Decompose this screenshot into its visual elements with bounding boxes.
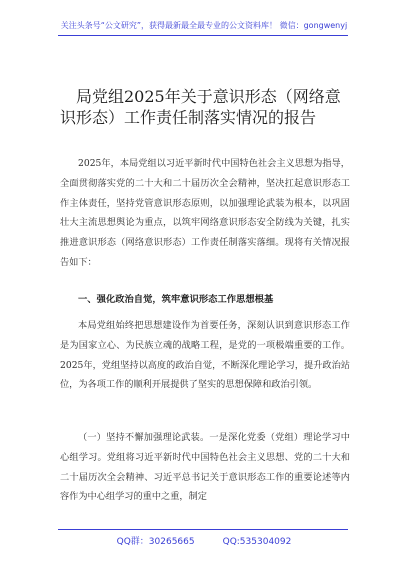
document-title: 局党组2025年关于意识形态（网络意识形态）工作责任制落实情况的报告: [60, 87, 341, 127]
footer-divider: [58, 529, 348, 530]
header-divider: [58, 35, 348, 36]
intro-paragraph: 2025年，本局党组以习近平新时代中国特色社会主义思想为指导，全面贯彻落实党的二十大和二十届历次全会精神，坚决扛起意识形态工作主体责任，坚持党管意识形态原则，以加强理论武装为根本，以巩固壮大主流思想舆论为重点，以筑牢网络意识形态安全防线为关键，扎实推进意识形态（网络意识形态）工作责任制落实落细。现将有关情况报告如下：: [60, 158, 350, 268]
subsection-paragraph: （一）坚持不懈加强理论武装。一是深化党委（党组）理论学习中心组学习。党组将习近平新时代中国特色社会主义思想、党的二十大和二十届历次全会精神、习近平总书记关于意识形态工作的重要论述等内容作为中心组学习的重中之重，制定: [60, 432, 350, 503]
footer-contact: [0, 534, 408, 547]
footer-qq-group: QQ群：30265665: [116, 537, 195, 547]
header-promo-note: 关注头条号“公文研究”，获得最新最全最专业的公文资料库！ 微信：gongwenyj: [60, 21, 348, 30]
footer-qq: QQ:535304092: [222, 537, 292, 547]
section-paragraph: 本局党组始终把思想建设作为首要任务，深刻认识到意识形态工作是为国家立心、为民族立魂的战略工程，是党的一项极端重要的工作。2025年，党组坚持以高度的政治自觉，不断深化理论学习，提升政治站位，为各项工作的顺利开展提供了坚实的思想保障和政治引领。: [60, 320, 350, 391]
section-heading: 一、强化政治自觉，筑牢意识形态工作思想根基: [78, 294, 274, 305]
